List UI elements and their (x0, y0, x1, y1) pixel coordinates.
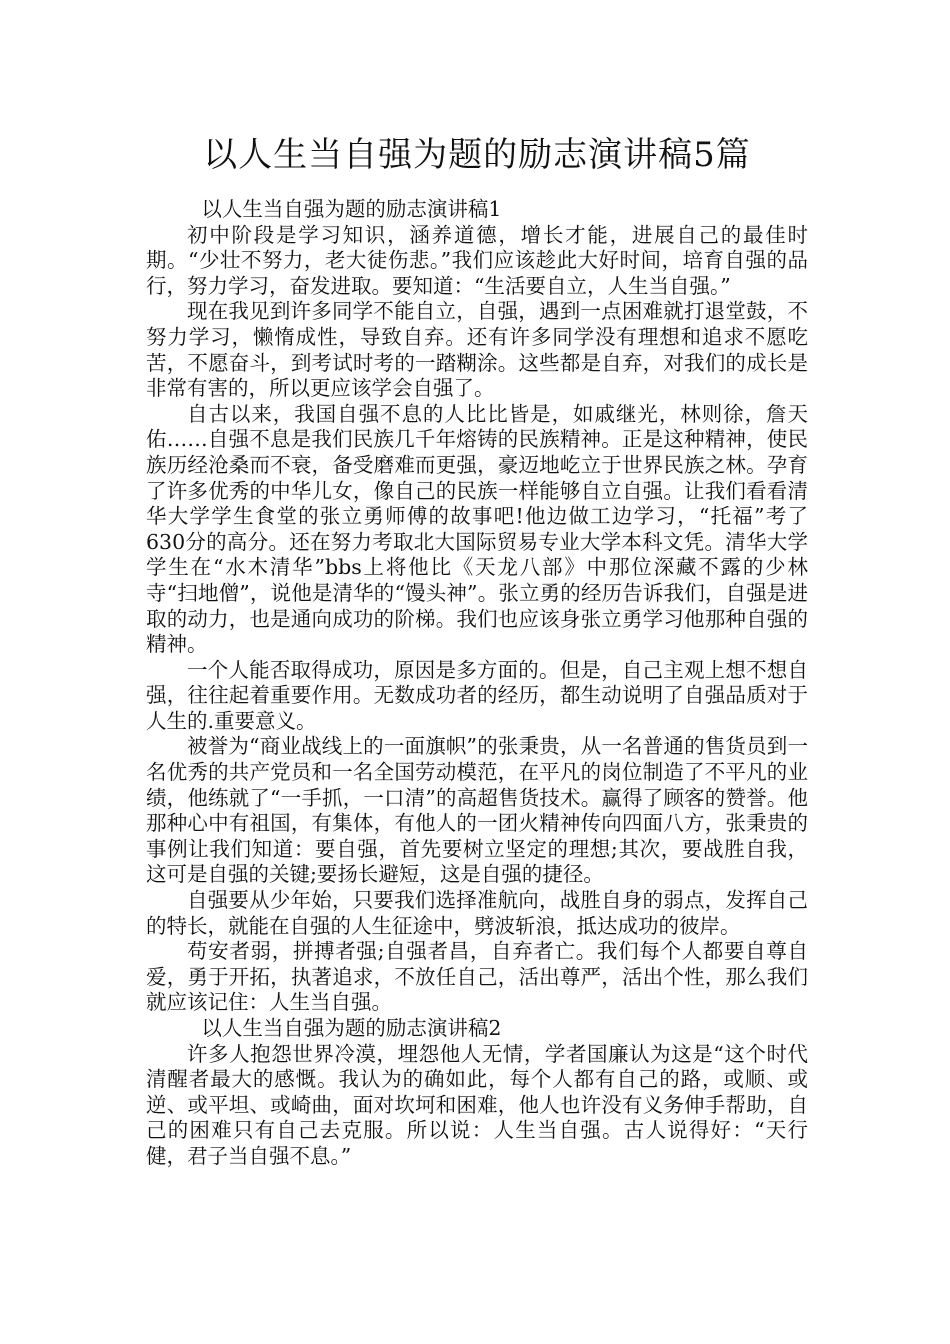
document-page (146, 0, 808, 1170)
document-body (146, 197, 808, 1170)
section-heading: 以人生当自强为题的励志演讲稿1 (201, 197, 502, 221)
section-heading: 以人生当自强为题的励志演讲稿2 (201, 1016, 502, 1040)
paragraph: 自古以来，我国自强不息的人比比皆是，如戚继光，林则徐，詹天佑……自强不息是我们民族几千年熔铸的民族精神。正是这种精神，使民族历经沧桑而不衰，备受磨难而更强，豪迈地屹立于世界民族之林。孕育了许多优秀的中华儿女，像自己的民族一样能够自立自强。让我们看看清华大学学生食堂的张立勇师傅的故事吧!他边做工边学习，“托福”考了630分的高分。还在努力考取北大国际贸易专业大学本科文凭。清华大学学生在“水木清华”bbs上将他比《天龙八部》中那位深藏不露的少林寺“扫地僧”，说他是清华的“馒头神”。张立勇的经历告诉我们，自强是进取的动力，也是通向成功的阶梯。我们也应该身张立勇学习他那种自强的精神。 (146, 401, 808, 657)
paragraph: 一个人能否取得成功，原因是多方面的。但是，自己主观上想不想自强，往往起着重要作用。无数成功者的经历，都生动说明了自强品质对于人生的.重要意义。 (146, 657, 808, 733)
paragraph: 许多人抱怨世界冷漠，埋怨他人无情，学者国廉认为这是“这个时代清醒者最大的感慨。我认为的确如此，每个人都有自己的路，或顺、或逆、或平坦、或崎曲，面对坎坷和困难，他人也许没有义务伸手帮助，自己的困难只有自己去克服。所以说：人生当自强。古人说得好：“天行健，君子当自强不息。” (146, 1041, 808, 1168)
document-title: 以人生当自强为题的励志演讲稿5篇 (203, 135, 751, 175)
paragraph: 苟安者弱，拼搏者强;自强者昌，自弃者亡。我们每个人都要自尊自爱，勇于开拓，执著追求，不放任自己，活出尊严，活出个性，那么我们就应该记住：人生当自强。 (146, 939, 808, 1015)
paragraph: 被誉为“商业战线上的一面旗帜”的张秉贵，从一名普通的售货员到一名优秀的共产党员和一名全国劳动模范，在平凡的岗位制造了不平凡的业绩，他练就了“一手抓，一口清”的高超售货技术。赢得了顾客的赞誉。他那种心中有祖国，有集体，有他人的一团火精神传向四面八方，张秉贵的事例让我们知道：要自强，首先要树立坚定的理想;其次，要战胜自我，这可是自强的关键;要扬长避短，这是自强的捷径。 (146, 734, 808, 887)
paragraph: 自强要从少年始，只要我们选择准航向，战胜自身的弱点，发挥自己的特长，就能在自强的人生征途中，劈波斩浪，抵达成功的彼岸。 (146, 888, 808, 938)
paragraph: 现在我见到许多同学不能自立，自强，遇到一点困难就打退堂鼓，不努力学习，懒惰成性，导致自弃。还有许多同学没有理想和追求不愿吃苦，不愿奋斗，到考试时考的一踏糊涂。这些都是自弃，对我们的成长是非常有害的，所以更应该学会自强了。 (146, 299, 808, 401)
paragraph: 初中阶段是学习知识，涵养道德，增长才能，进展自己的最佳时期。“少壮不努力，老大徒伤悲。”我们应该趁此大好时间，培育自强的品行，努力学习，奋发进取。要知道：“生活要自立，人生当自强。” (146, 222, 808, 298)
